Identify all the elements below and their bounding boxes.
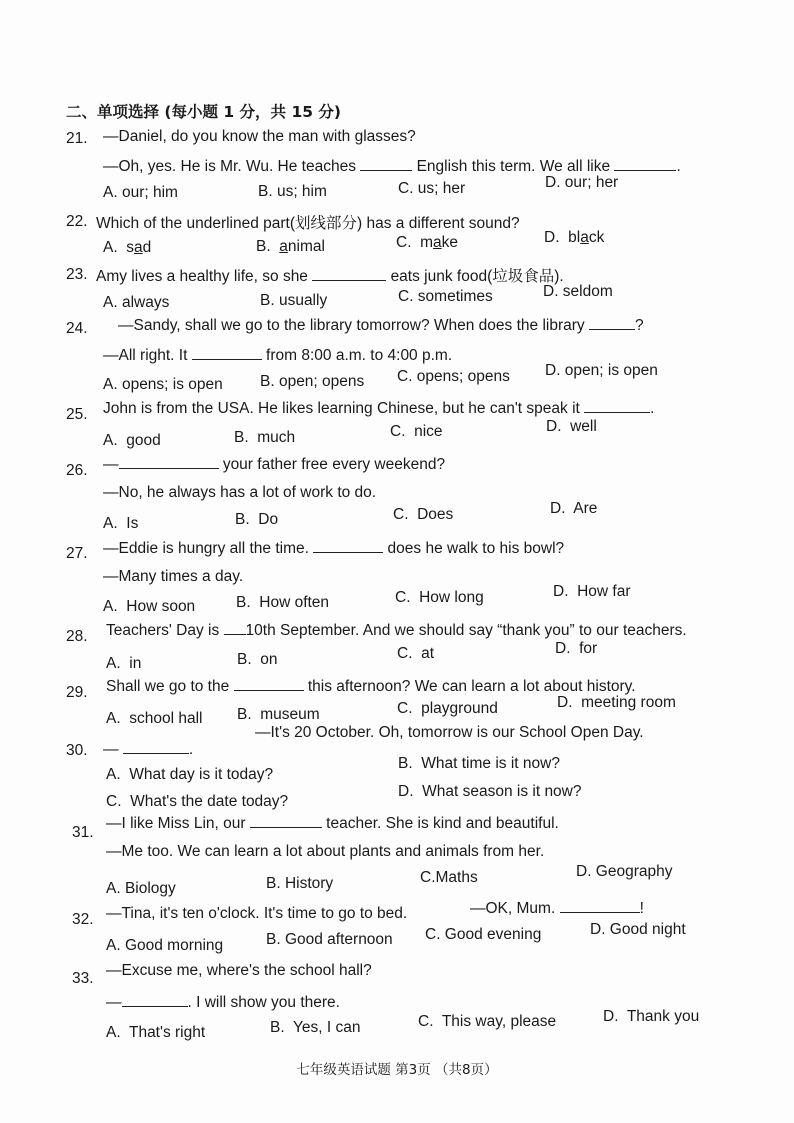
- option-b[interactable]: B. much: [234, 429, 296, 446]
- option-d[interactable]: D. open; is open: [545, 362, 658, 379]
- option-c[interactable]: C. Does: [393, 506, 454, 523]
- question-stem: —Excuse me, where's the school hall?: [106, 962, 372, 979]
- question-stem: Teachers' Day is 10th September. And we should say “thank you” to our teachers.: [106, 622, 687, 639]
- option-a[interactable]: A. opens; is open: [103, 376, 223, 393]
- question-number: 28.: [66, 628, 88, 645]
- option-a[interactable]: A. school hall: [106, 710, 203, 727]
- page-footer: 七年级英语试题 第3页 （共8页）: [296, 1062, 498, 1078]
- question-number: 22.: [66, 213, 88, 230]
- option-a[interactable]: A. How soon: [103, 598, 196, 615]
- question-number: 29.: [66, 684, 88, 701]
- option-b[interactable]: B. museum: [237, 706, 320, 723]
- question-number: 30.: [66, 742, 88, 759]
- question-number: 21.: [66, 130, 88, 147]
- question-stem: —No, he always has a lot of work to do.: [103, 484, 377, 501]
- option-c[interactable]: C. This way, please: [418, 1013, 557, 1030]
- question-stem: —Many times a day.: [103, 568, 244, 585]
- option-b[interactable]: B. Do: [235, 511, 279, 528]
- question-stem: —Me too. We can learn a lot about plants and animals from her.: [106, 843, 545, 860]
- section-title: 二、单项选择 (每小题 1 分，共 15 分): [66, 103, 342, 121]
- option-a[interactable]: A. Biology: [106, 880, 176, 897]
- question-stem: —Eddie is hungry all the time. does he walk to his bowl?: [103, 540, 565, 557]
- option-c[interactable]: C. How long: [395, 589, 484, 606]
- question-stem: Shall we go to the this afternoon? We can learn a lot about history.: [106, 678, 636, 695]
- question-number: 23.: [66, 266, 88, 283]
- option-d[interactable]: D. meeting room: [557, 694, 676, 711]
- question-stem: Amy lives a healthy life, so she eats junk food(垃圾食品).: [96, 268, 564, 285]
- option-c[interactable]: C. at: [397, 645, 435, 662]
- option-b[interactable]: B. usually: [260, 292, 328, 309]
- question-stem: John is from the USA. He likes learning Chinese, but he can't speak it .: [103, 400, 655, 417]
- option-c[interactable]: C. Good evening: [425, 926, 542, 943]
- question-stem: —Sandy, shall we go to the library tomorrow? When does the library ?: [118, 317, 644, 334]
- question-number: 26.: [66, 462, 88, 479]
- option-c[interactable]: C.Maths: [420, 869, 478, 886]
- question-stem: —Daniel, do you know the man with glasses?: [103, 128, 416, 145]
- option-d[interactable]: D. well: [546, 418, 597, 435]
- option-d[interactable]: D. seldom: [543, 283, 613, 300]
- question-number: 25.: [66, 406, 88, 423]
- option-b[interactable]: B. Yes, I can: [270, 1019, 361, 1036]
- option-b[interactable]: B. History: [266, 875, 334, 892]
- question-stem: — . I will show you there.: [106, 994, 340, 1011]
- question-stem: — your father free every weekend?: [103, 456, 446, 473]
- option-d[interactable]: D. Good night: [590, 921, 686, 938]
- question-stem: — .: [103, 741, 194, 758]
- option-a[interactable]: A. sad: [103, 239, 152, 256]
- question-number: 27.: [66, 545, 88, 562]
- option-b[interactable]: B. on: [237, 651, 278, 668]
- question-stem: Which of the underlined part(划线部分) has a different sound?: [96, 215, 520, 232]
- question-number: 24.: [66, 320, 88, 337]
- option-a[interactable]: A. That's right: [106, 1024, 206, 1041]
- question-number: 31.: [72, 824, 94, 841]
- option-d[interactable]: D. Geography: [576, 863, 673, 880]
- question-stem: —I like Miss Lin, our teacher. She is kind and beautiful.: [106, 815, 559, 832]
- question-stem: —Oh, yes. He is Mr. Wu. He teaches English this term. We all like .: [103, 158, 681, 175]
- option-c[interactable]: C. sometimes: [398, 288, 493, 305]
- option-b[interactable]: B. open; opens: [260, 373, 365, 390]
- option-b[interactable]: B. Good afternoon: [266, 931, 393, 948]
- option-d[interactable]: D. Thank you: [603, 1008, 700, 1025]
- option-a[interactable]: A. Good morning: [106, 937, 224, 954]
- question-response: —It's 20 October. Oh, tomorrow is our School Open Day.: [255, 724, 644, 741]
- question-response: —OK, Mum. !: [470, 900, 644, 917]
- option-d[interactable]: D. How far: [553, 583, 631, 600]
- option-c[interactable]: C. make: [396, 234, 459, 251]
- question-number: 32.: [72, 911, 94, 928]
- question-stem: —All right. It from 8:00 a.m. to 4:00 p.m.: [103, 347, 453, 364]
- question-number: 33.: [72, 970, 94, 987]
- option-b[interactable]: B. What time is it now?: [398, 755, 560, 772]
- option-d[interactable]: D. for: [555, 640, 598, 657]
- option-b[interactable]: B. How often: [236, 594, 330, 611]
- question-stem: —Tina, it's ten o'clock. It's time to go to bed.: [106, 905, 408, 922]
- option-d[interactable]: D. What season is it now?: [398, 783, 582, 800]
- option-c[interactable]: C. playground: [397, 700, 498, 717]
- option-b[interactable]: B. us; him: [258, 183, 327, 200]
- option-c[interactable]: C. us; her: [398, 180, 466, 197]
- option-a[interactable]: A. Is: [103, 515, 139, 532]
- option-d[interactable]: D. black: [544, 229, 605, 246]
- option-a[interactable]: A. What day is it today?: [106, 766, 274, 783]
- option-a[interactable]: A. our; him: [103, 184, 178, 201]
- option-a[interactable]: A. good: [103, 432, 161, 449]
- option-a[interactable]: A. always: [103, 294, 170, 311]
- option-a[interactable]: A. in: [106, 655, 142, 672]
- option-b[interactable]: B. animal: [256, 238, 325, 255]
- option-c[interactable]: C. nice: [390, 423, 443, 440]
- option-c[interactable]: C. opens; opens: [397, 368, 510, 385]
- option-d[interactable]: D. Are: [550, 500, 598, 517]
- option-c[interactable]: C. What's the date today?: [106, 793, 289, 810]
- option-d[interactable]: D. our; her: [545, 174, 619, 191]
